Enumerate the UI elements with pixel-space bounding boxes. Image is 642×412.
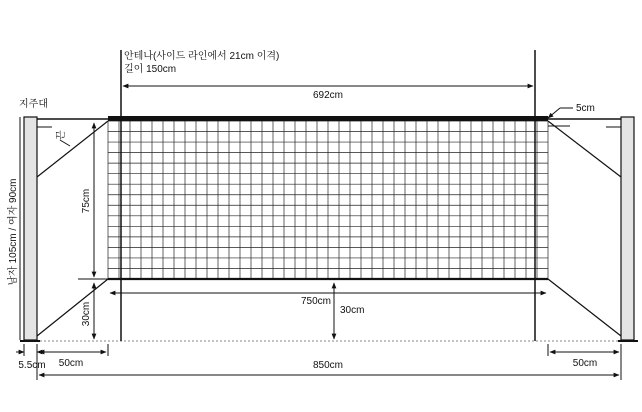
total-length-label: 850cm bbox=[312, 360, 344, 371]
dim-offset-left bbox=[39, 344, 108, 356]
antenna-gap-label: 692cm bbox=[312, 90, 344, 101]
right-cords bbox=[548, 121, 621, 336]
dim-offset-right bbox=[548, 344, 621, 356]
net-length-label: 750cm bbox=[300, 296, 332, 307]
offset-right-label: 50cm bbox=[572, 358, 598, 369]
post-height-label: 남자 105cm / 여자 90cm bbox=[8, 178, 19, 286]
dim-post-width bbox=[16, 344, 45, 356]
offset-left-label: 50cm bbox=[58, 358, 84, 369]
bottom-clearance-left-label: 30cm bbox=[81, 301, 92, 327]
tape-width-label: 5cm bbox=[576, 103, 595, 114]
net-height-label: 75cm bbox=[81, 188, 92, 214]
bottom-clearance-center-label: 30cm bbox=[340, 305, 365, 316]
cord-label: 끈 bbox=[56, 130, 67, 140]
post-width-label: 5.5cm bbox=[18, 360, 46, 371]
antenna-label-line2: 길이 150cm bbox=[124, 64, 177, 75]
post-label: 지주대 bbox=[19, 99, 48, 110]
net-mesh bbox=[108, 121, 548, 279]
left-cords bbox=[37, 121, 108, 336]
antenna-label-line1: 안테나(사이드 라인에서 21cm 이격) bbox=[124, 51, 280, 62]
left-post bbox=[24, 117, 37, 340]
right-post bbox=[621, 117, 634, 340]
